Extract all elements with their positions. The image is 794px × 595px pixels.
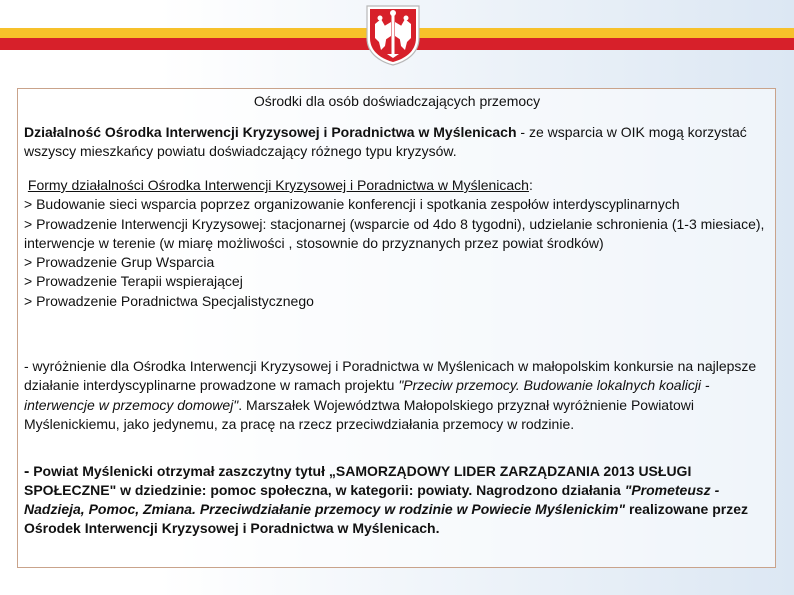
coat-of-arms-icon — [365, 4, 421, 66]
award-1-text-end: . Marszałek Województwa Małopolskiego przyznał wyróżnienie Powiatowi Myślenickiemu, jako jedynemu, za pracę na rzecz przeciwdziałania przemocy w rodzinie. — [24, 396, 694, 432]
forms-heading: Formy działalności Ośrodka Interwencji Kryzysowej i Poradnictwa w Myślenicach — [27, 177, 529, 193]
award-2-dash: - — [24, 463, 30, 480]
list-item: > Prowadzenie Grup Wsparcia — [24, 254, 215, 271]
list-item: > Prowadzenie Terapii wspierającej — [24, 273, 243, 290]
award-2-program: "Prometeusz - Nadzieja, Pomoc, Zmiana. Przeciwdziałanie przemocy w rodzinie w Powiecie Myślenickim" — [24, 482, 720, 517]
forms-section — [24, 176, 769, 311]
forms-heading-colon: : — [528, 177, 533, 193]
intro-paragraph — [24, 123, 769, 162]
list-item: > Prowadzenie Poradnictwa Specjalistycznego — [24, 292, 314, 309]
list-item: > Prowadzenie Interwencji Kryzysowej: stacjonarnej (wsparcie od 4do 8 tygodni), udzielanie schronienia (1-3 miesiace), interwencje w terenie (w miarę możliwości , stosownie do przyznanych przez powiat środków) — [24, 215, 765, 251]
list-item: > Budowanie sieci wsparcia poprzez organizowanie konferencji i spotkania zespołów interdyscyplinarnych — [24, 196, 680, 213]
award-1-text: - wyróżnienie dla Ośrodka Interwencji Kryzysowej i Poradnictwa w Myślenicach w małopolskim konkursie na najlepsze działanie interdyscyplinarne prowadzone w ramach projektu — [24, 358, 757, 394]
forms-heading-line — [24, 176, 769, 195]
intro-rest: - ze wsparcia w OIK mogą korzystać wszyscy mieszkańcy powiatu doświadczający różnego typu kryzysów. — [24, 124, 747, 160]
award-2-text: Powiat Myślenicki otrzymał zaszczytny tytuł „SAMORZĄDOWY LIDER ZARZĄDZANIA 2013 USŁUGI SPOŁECZNE" w dziedzinie: pomoc społeczna, w kategorii: powiaty. Nagrodzono działania — [24, 463, 692, 498]
intro-bold: Działalność Ośrodka Interwencji Kryzysowej i Poradnictwa w Myślenicach — [24, 124, 517, 140]
award-1-project: "Przeciw przemocy. Budowanie lokalnych koalicji - interwencje w przemocy domowej" — [24, 377, 710, 413]
award-2-paragraph — [24, 462, 769, 538]
award-2-text-end: realizowane przez Ośrodek Interwencji Kryzysowej i Poradnictwa w Myślenicach. — [24, 501, 748, 536]
award-1-paragraph — [24, 357, 769, 434]
page-title: Ośrodki dla osób doświadczających przemocy — [253, 93, 541, 109]
